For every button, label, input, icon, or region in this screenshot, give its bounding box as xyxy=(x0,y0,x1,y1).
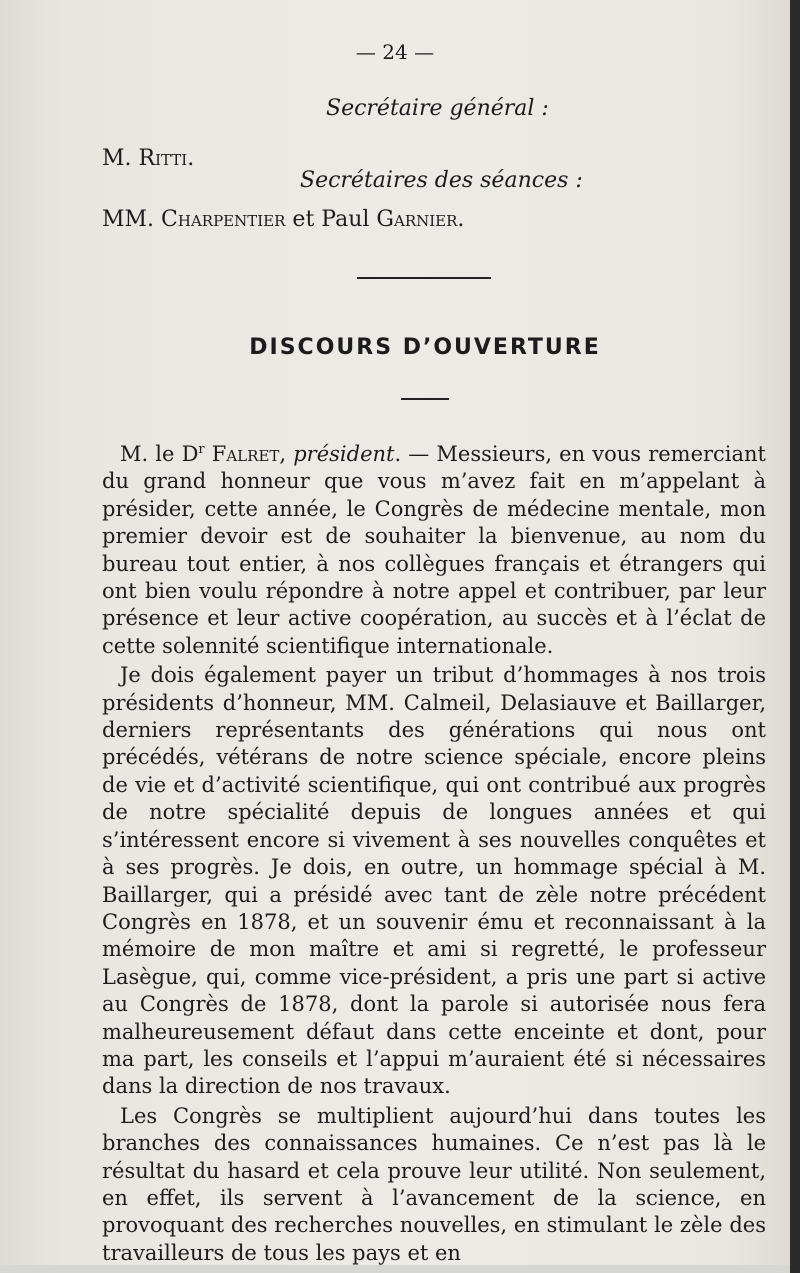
secretaires-seances-label: Secrétaires des séances : xyxy=(300,168,583,193)
speech-body xyxy=(102,436,766,1267)
secretaires-seances-names: MM. Charpentier et Paul Garnier. xyxy=(102,207,465,232)
paragraph-1: M. le $D^r$ Falret, président. — Messieurs, en vous remerciant du grand honneur que vous m’avez fait en m’appelant à présider, cette année, le Congrès de médecine mentale, mon premier devoir est de souhaiter la bienvenue, au nom du bureau tout entier, à nos collègues français et étrangers qui ont bien voulu répondre à notre appel et contribuer, par leur présence et leur active coopération, au succès et à l’éclat de cette solennité scientifique internationale. xyxy=(102,442,766,658)
page-number: — 24 — xyxy=(355,40,435,64)
secretaire-general-name: M. Ritti. xyxy=(102,146,195,171)
paragraph-2: Je dois également payer un tribut d’hommages à nos trois présidents d’honneur, MM. Calmeil, Delasiauve et Baillarger, derniers représentants des générations qui nous ont précédés, vétérans de notre science spéciale, encore pleins de vie et d’activité scientifique, qui ont contribué aux progrès de notre spécialité depuis de longues années et qui s’intéressent encore si vivement à ses nouvelles conquêtes et à ses progrès. Je dois, en outre, un hommage spécial à M. Baillarger, qui a présidé avec tant de zèle notre précédent Congrès en 1878, et un souvenir ému et reconnaissant à la mémoire de mon maître et ami si regretté, le professeur Lasègue, qui, comme vice-président, a pris une part si active au Congrès de 1878, dont la parole si autorisée nous fera malheureusement défaut dans cette enceinte et dont, pour ma part, les conseils et l’appui m’auraient été si nécessaires dans la direction de nos travaux. xyxy=(102,663,766,1099)
secretaire-general-label: Secrétaire général : xyxy=(326,96,549,121)
paragraph-3: Les Congrès se multiplient aujourd’hui dans toutes les branches des connaissances humaines. Ce n’est pas là le résultat du hasard et cela prouve leur utilité. Non seulement, en effet, ils servent à l’avancement de la science, en provoquant des recherches nouvelles, en stimulant le zèle des travailleurs de tous les pays et en xyxy=(102,1103,766,1265)
section-heading: DISCOURS D’OUVERTURE xyxy=(249,335,601,360)
section-rule xyxy=(357,277,491,279)
heading-rule xyxy=(401,398,449,400)
